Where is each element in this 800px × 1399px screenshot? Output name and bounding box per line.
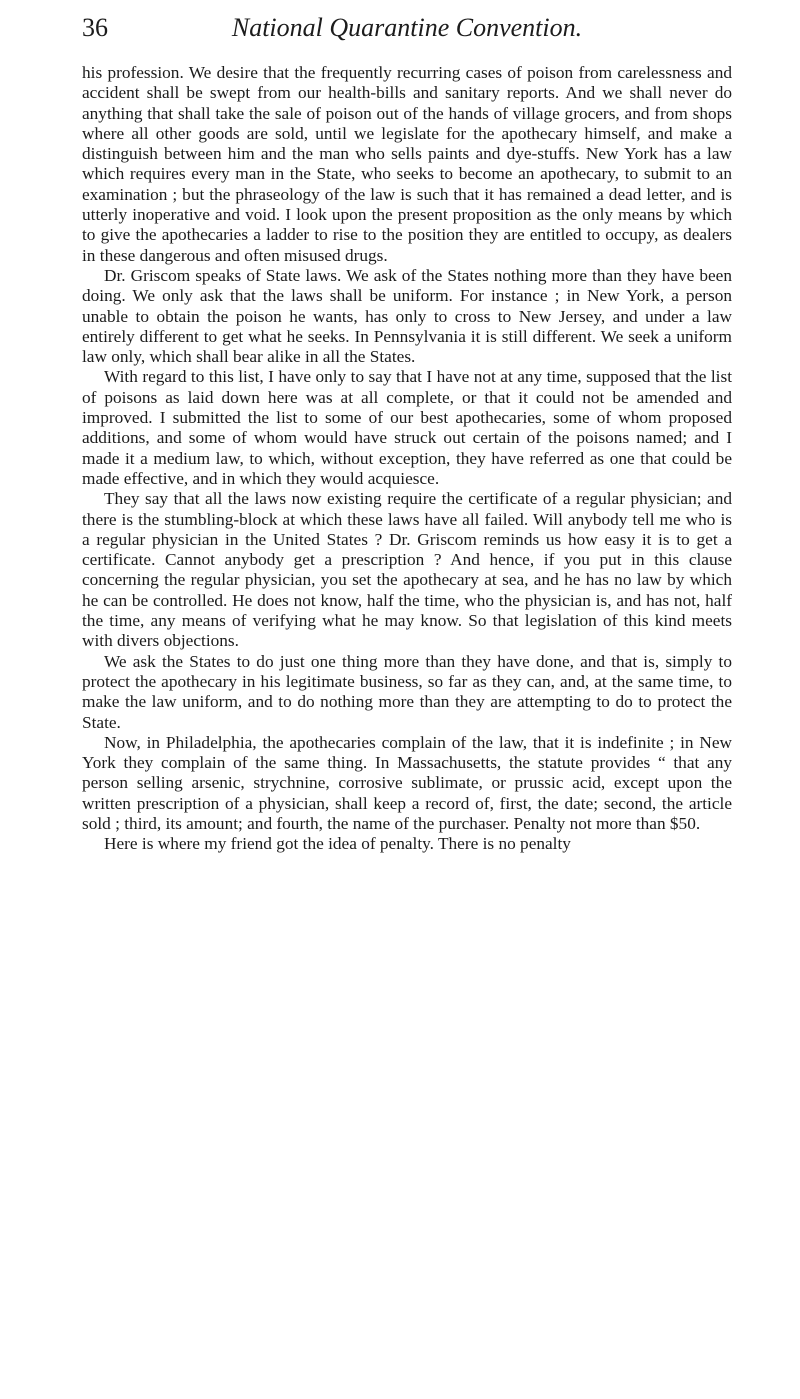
paragraph: Here is where my friend got the idea of penalty. There is no penalty: [104, 834, 571, 854]
paragraph: his profession. We desire that the frequently recurring cases of poison from carelessness and accident shall be swept from our health-bills and sanitary reports. And we shall never do anything that shall take the sale of poison out of the hands of village grocers, and from shops where all other goods are sold, until we legislate for the apothecary himself, and make a distinguish between him and the man who sells paints and dye-stuffs. New York has a law which requires every man in the State, who seeks to become an apothecary, to submit to an examination ; but the phraseology of the law is such that it has remained a dead letter, and is utterly inoperative and void. I look upon the present proposition as the only means by which to give the apothecaries a ladder to rise to the position they are entitled to occupy, as dealers in these dangerous and often misused drugs.: [82, 63, 732, 265]
paragraph: We ask the States to do just one thing more than they have done, and that is, simply to protect the apothecary in his legitimate business, so far as they can, and, at the same time, to make the law uniform, and to do nothing more than they are attempting to do to protect the State.: [82, 651, 732, 732]
paragraph: Now, in Philadelphia, the apothecaries complain of the law, that it is indefinite ; in New York they complain of the same thing. In Massachusetts, the statute provides “ that any person selling arsenic, strychnine, corrosive sublimate, or prussic acid, except upon the written prescription of a physician, shall keep a record of, first, the date; second, the article sold ; third, its amount; and fourth, the name of the purchaser. Penalty not more than $50.: [82, 732, 732, 833]
running-title: National Quarantine Convention.: [231, 13, 583, 42]
paragraph: They say that all the laws now existing require the certificate of a regular physician; and there is the stumbling-block at which these laws have all failed. Will anybody tell me who is a regular physician in the United States ? Dr. Griscom reminds us how easy it is to get a certificate. Cannot anybody get a prescription ? And hence, if you put in this clause concerning the regular physician, you set the apothecary at sea, and he has no law by which he can be controlled. He does not know, half the time, who the physician is, and has not, half the time, any means of verifying what he may know. So that legislation of this kind meets with divers objections.: [82, 489, 732, 651]
body-text: [82, 63, 732, 855]
paragraph: With regard to this list, I have only to say that I have not at any time, supposed that the list of poisons as laid down here was at all complete, or that it could not be amended and improved. I submitted the list to some of our best apothecaries, some of whom proposed additions, and some of whom would have struck out certain of the poisons named; and I made it a medium law, to which, without exception, they have referred as one that could be made effective, and in which they would acquiesce.: [82, 367, 732, 488]
page-header: [82, 8, 732, 48]
paragraph: Dr. Griscom speaks of State laws. We ask of the States nothing more than they have been doing. We only ask that the laws shall be uniform. For instance ; in New York, a person unable to obtain the poison he wants, has only to cross to New Jersey, and under a law entirely different to get what he seeks. In Pennsylvania it is still different. We seek a uniform law only, which shall bear alike in all the States.: [82, 265, 732, 367]
page-number: 36: [82, 13, 108, 42]
